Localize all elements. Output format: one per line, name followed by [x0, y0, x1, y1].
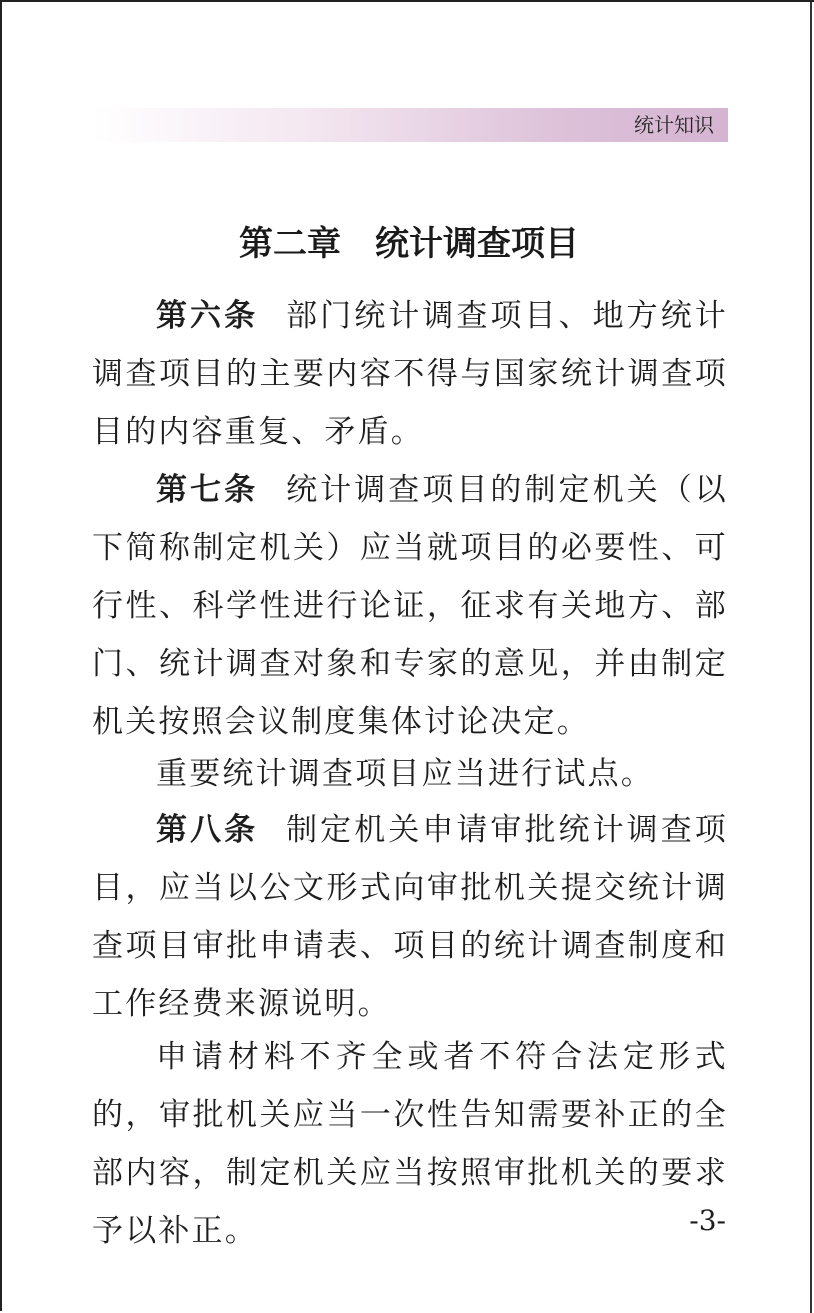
article-8-continuation: 申请材料不齐全或者不符合法定形式的，审批机关应当一次性告知需要补正的全部内容，制定机关应当按照审批机关的要求予以补正。: [92, 1039, 728, 1249]
article-text: 统计调查项目的制定机关（以下简称制定机关）应当就项目的必要性、可行性、科学性进行论证，征求有关地方、部门、统计调查对象和专家的意见，并由制定机关按照会议制度集体讨论决定。: [92, 472, 728, 740]
page-edge: [810, 2, 812, 1313]
article-number: 第八条: [156, 812, 259, 848]
chapter-title: 第二章 统计调查项目: [239, 224, 579, 264]
article-number: 第六条: [156, 298, 259, 334]
article-6: [92, 287, 728, 461]
article-number: 第七条: [156, 472, 259, 508]
section-header-label: 统计知识: [634, 113, 714, 137]
section-header-band: [92, 108, 728, 142]
page-number: -3-: [689, 1204, 726, 1237]
article-7: [92, 461, 728, 751]
article-text: 部门统计调查项目、地方统计调查项目的主要内容不得与国家统计调查项目的内容重复、矛盾。: [92, 298, 728, 450]
article-8: [92, 801, 728, 1033]
article-7-continuation: 重要统计调查项目应当进行试点。: [156, 756, 654, 792]
article-text: 制定机关申请审批统计调查项目，应当以公文形式向审批机关提交统计调查项目审批申请表、项目的统计调查制度和工作经费来源说明。: [92, 812, 728, 1022]
